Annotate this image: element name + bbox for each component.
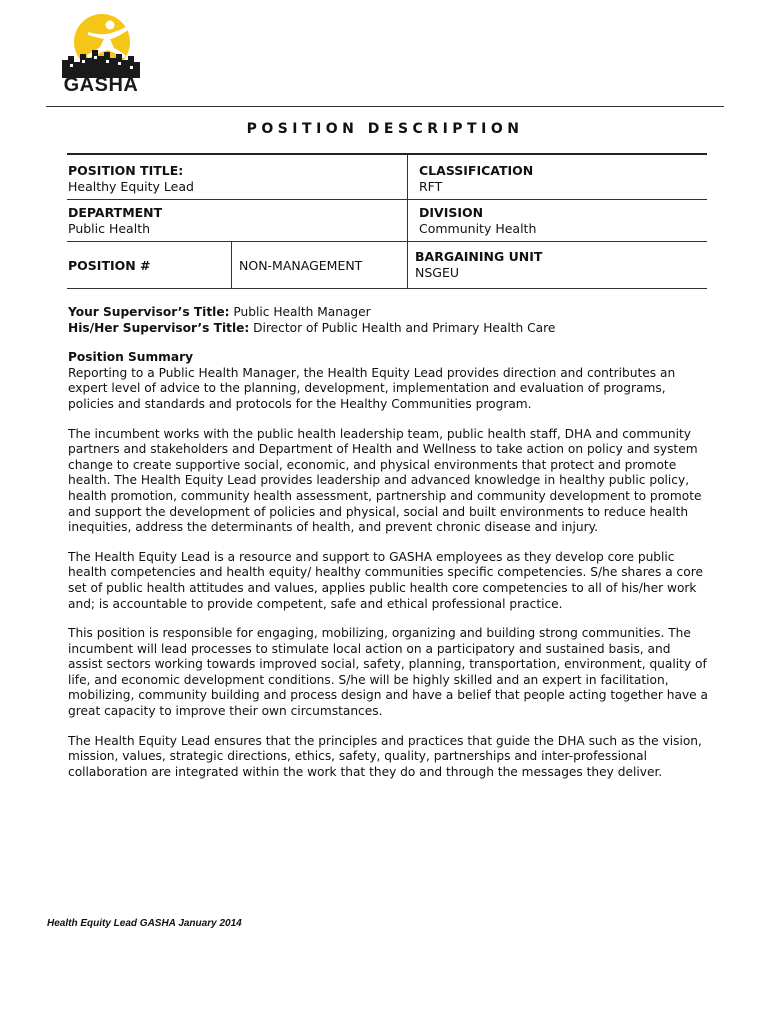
division-value: Community Health (419, 221, 537, 236)
row-divider-2 (67, 241, 707, 242)
bargaining-unit-cell (415, 249, 542, 281)
column-divider-main (407, 155, 408, 289)
position-title-label: POSITION TITLE: (68, 163, 184, 178)
column-divider-position (231, 241, 232, 289)
position-info-table (67, 155, 707, 289)
summary-text-1: Reporting to a Public Health Manager, the Health Equity Lead provides direction and contributes an expert level of advice to the planning, development, implementation and evaluation of programs, policies and standards and protocols for the Healthy Communities program. (68, 365, 676, 411)
department-value: Public Health (68, 221, 151, 236)
gasha-logo (58, 12, 144, 98)
position-number-cell (68, 258, 151, 274)
logo-wordmark: GASHA (63, 74, 139, 96)
division-label: DIVISION (419, 205, 484, 220)
your-supervisor-line (68, 305, 708, 321)
summary-paragraph-3: The Health Equity Lead is a resource and support to GASHA employees as they develop core public health competencies and health equity/ healthy communities specific competencies. S/he shares a core set of public health attitudes and values, applies public health core competencies to all of his/her work and; is accountable to provide competent, safe and ethical professional practice. (68, 549, 703, 611)
position-number-label: POSITION # (68, 258, 151, 273)
document-footer: Health Equity Lead GASHA January 2014 (47, 918, 242, 929)
gasha-logo-graphic (58, 12, 144, 78)
supervisor-block (68, 305, 708, 336)
management-value: NON-MANAGEMENT (239, 258, 363, 273)
row-divider-1 (67, 199, 707, 200)
document-title: POSITION DESCRIPTION (246, 121, 524, 137)
summary-paragraph-4: This position is responsible for engaging, mobilizing, organizing and building strong communities. The incumbent will lead processes to stimulate local action on a participatory and sustained basis, and assist sectors working towards improved social, safety, planning, transportation, environment, quality of life, and economic development conditions. S/he will be highly skilled and an expert in facilitation, mobilizing, community building and process design and have a belief that people acting together have a great capacity to improve their own circumstances. (68, 626, 708, 719)
summary-paragraph-5: The Health Equity Lead ensures that the principles and practices that guide the DHA such as the vision, mission, values, strategic directions, ethics, safety, quality, partnerships and inter-professional collaboration are integrated within the work that they do and through the messages they deliver. (68, 733, 702, 779)
your-supervisor-value: Public Health Manager (229, 305, 371, 319)
division-cell (419, 205, 536, 237)
row-divider-3 (67, 288, 707, 289)
department-cell (68, 205, 162, 237)
their-supervisor-value: Director of Public Health and Primary Health Care (249, 320, 556, 335)
management-cell (239, 258, 362, 274)
their-supervisor-line (68, 321, 708, 337)
classification-value: RFT (419, 179, 443, 194)
document-body (68, 305, 708, 794)
department-label: DEPARTMENT (68, 205, 163, 220)
your-supervisor-label: Your Supervisor’s Title: (68, 305, 230, 319)
their-supervisor-label: His/Her Supervisor’s Title: (68, 320, 250, 335)
bargaining-unit-label: BARGAINING UNIT (415, 249, 543, 264)
summary-paragraph-2: The incumbent works with the public health leadership team, public health staff, DHA and community partners and stakeholders and Department of Health and Wellness to take action on policy and system change to create supportive social, economic, and physical environments that protect and promote health. The Health Equity Lead provides leadership and advanced knowledge in healthy public policy, health promotion, community health assessment, partnership and community development to promote and support the development of policies and physical, social and built environments to reduce health inequities, address the determinants of health, and prevent chronic disease and injury. (68, 426, 702, 535)
classification-cell (419, 163, 533, 195)
position-summary-heading: Position Summary (68, 350, 194, 365)
position-title-value: Healthy Equity Lead (68, 179, 194, 194)
classification-label: CLASSIFICATION (419, 163, 534, 178)
summary-paragraph-1 (68, 350, 708, 412)
header-divider (46, 106, 724, 107)
position-title-cell (68, 163, 194, 195)
bargaining-unit-value: NSGEU (415, 265, 460, 280)
